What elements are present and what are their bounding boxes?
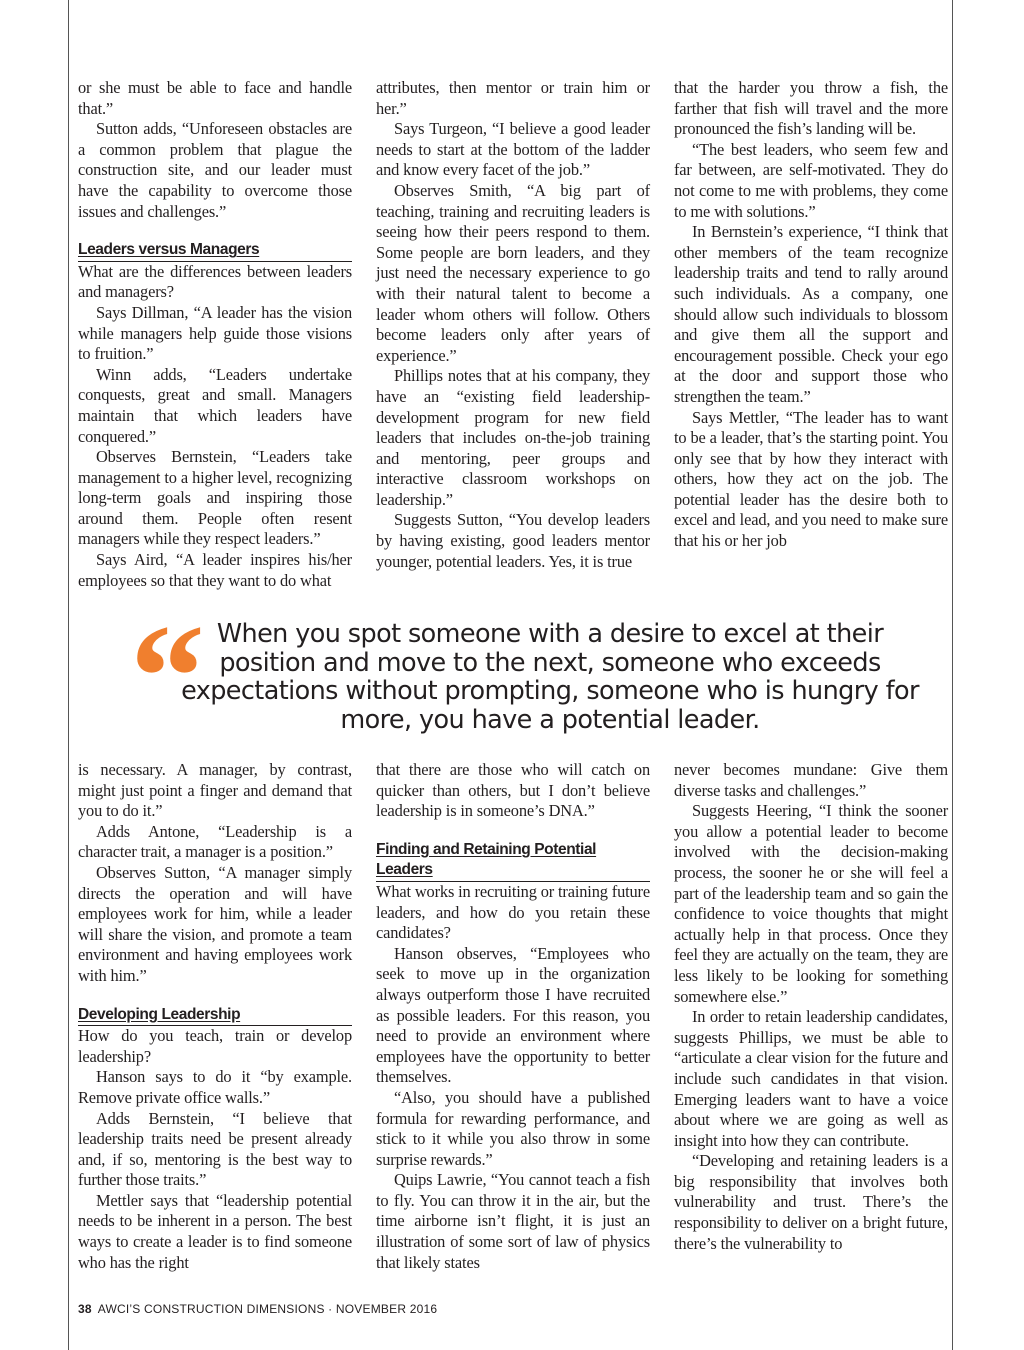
paragraph: or she must be able to face and handle that.”	[78, 78, 352, 118]
paragraph: that there are those who will catch on quicker than others, but I don’t believe leadership is in someone’s DNA.”	[376, 760, 650, 821]
page-number: 38	[78, 1302, 92, 1316]
paragraph: How do you teach, train or develop leadership?	[78, 1026, 352, 1066]
paragraph: “Developing and retaining leaders is a big responsibility that involves both vulnerability and trust. There’s the responsibility to deliver on a bright future, there’s the vulnerability to	[674, 1151, 948, 1253]
text-column-3	[674, 78, 948, 552]
paragraph: “The best leaders, who seem few and far between, are self-motivated. They do not come to me with problems, they come to me with solutions.”	[674, 139, 948, 221]
paragraph: Adds Bernstein, “I believe that leadership traits need be present already and, if so, mentoring is the best way to further those traits.”	[78, 1108, 352, 1190]
paragraph: that the harder you throw a fish, the farther that fish will travel and the more pronounced the fish’s landing will be.	[674, 78, 948, 139]
paragraph: Says Aird, “A leader inspires his/her employees so that they want to do what	[78, 550, 352, 590]
paragraph: Says Dillman, “A leader has the vision while managers help guide those visions to fruition.”	[78, 302, 352, 364]
paragraph: Sutton adds, “Unforeseen obstacles are a common problem that plague the construction site, and our leader must have the capability to overcome those issues and challenges.”	[78, 119, 352, 221]
paragraph: Hanson says to do it “by example. Remove private office walls.”	[78, 1067, 352, 1107]
paragraph: In Bernstein’s experience, “I think that other members of the team recognize leadership traits and tend to rally around such individuals. As a company, one should allow such individuals to blossom and give them all the support and encouragement possible. Check your ego at the door and support those who strengthen the team.”	[674, 222, 948, 406]
paragraph: Observes Bernstein, “Leaders take management to a higher level, recognizing long-term goals and inspiring those around them. People often resent managers while they respect leaders.”	[78, 447, 352, 549]
paragraph: Phillips notes that at his company, they have an “existing field leadership-development program for new field leaders that includes on-the-job training and mentoring, peer groups and interactive classroom workshops on leadership.”	[376, 366, 650, 509]
paragraph: What are the differences between leaders and managers?	[78, 261, 352, 302]
paragraph: In order to retain leadership candidates, suggests Phillips, we must be able to “articulate a clear vision for the future and include such candidates in that vision. Emerging leaders want to have a voice about where we are going as well as insight into how they can contribute.	[674, 1007, 948, 1150]
paragraph: Adds Antone, “Leadership is a character trait, a manager is a position.”	[78, 821, 352, 862]
paragraph: What works in recruiting or training future leaders, and how do you retain these candidates?	[376, 881, 650, 943]
paragraph: Suggests Heering, “I think the sooner you allow a potential leader to become involved with the decision-making process, the sooner he or she will feel a part of the leadership team and so gain the confidence to voice thoughts that might actually help in that process. Once they feel they are actually on the team, they are less likely to be looking for something somewhere else.”	[674, 801, 948, 1006]
footer-publication: AWCI’S CONSTRUCTION DIMENSIONS · NOVEMBER 2016	[97, 1302, 438, 1316]
paragraph: Suggests Sutton, “You develop leaders by having existing, good leaders mentor younger, potential leaders. Yes, it is true	[376, 510, 650, 571]
paragraph: never becomes mundane: Give them diverse tasks and challenges.”	[674, 760, 948, 800]
section-heading: Developing Leadership	[78, 1005, 352, 1027]
pull-quote	[130, 594, 930, 760]
paragraph: Says Turgeon, “I believe a good leader needs to start at the bottom of the ladder and know every facet of the job.”	[376, 119, 650, 180]
quote-mark-icon: “	[130, 594, 205, 760]
text-column-2	[376, 78, 650, 572]
paragraph: Quips Lawrie, “You cannot teach a fish to fly. You can throw it in the air, but the time airborne isn’t flight, it is just an illustration of some sort of law of physics that likely states	[376, 1170, 650, 1272]
paragraph: is necessary. A manager, by contrast, might just point a finger and demand that you to do it.”	[78, 760, 352, 821]
paragraph: Says Mettler, “The leader has to want to be a leader, that’s the starting point. You only see that by how they interact with others, how they act on the job. The potential leader has the desire both to excel and lead, and you need to make sure that his or her job	[674, 407, 948, 551]
section-heading: Leaders versus Managers	[78, 240, 352, 262]
paragraph: “Also, you should have a published formula for rewarding performance, and stick to it while you also throw in some surprise rewards.”	[376, 1087, 650, 1169]
text-column-1	[78, 78, 352, 591]
section-heading: Finding and Retaining Potential Leaders	[376, 840, 650, 882]
paragraph: Observes Sutton, “A manager simply directs the operation and will have employees work for him, while a leader will share the vision, and promote a team environment and having employees work with him.”	[78, 862, 352, 985]
text-column-6	[674, 760, 948, 1254]
paragraph: Winn adds, “Leaders undertake conquests, great and small. Managers maintain that which leaders have conquered.”	[78, 364, 352, 446]
right-margin-rule	[952, 0, 953, 1350]
pull-quote-text: When you spot someone with a desire to excel at their position and move to the next, someone who exceeds expectations without prompting, someone who is hungry for more, you have a potential leader.	[181, 619, 919, 735]
paragraph: Observes Smith, “A big part of teaching, training and recruiting leaders is seeing how their peers respond to them. Some people are born leaders, and they just need the necessary experience to go with their natural talent to become a leader whom others will follow. Others become leaders only after years of experience.”	[376, 180, 650, 365]
paragraph: attributes, then mentor or train him or her.”	[376, 78, 650, 118]
text-column-5	[376, 760, 650, 1273]
paragraph: Mettler says that “leadership potential needs to be inherent in a person. The best ways to create a leader is to find someone who has the right	[78, 1190, 352, 1272]
text-column-4	[78, 760, 352, 1273]
left-margin-rule	[68, 0, 69, 1350]
page-footer	[78, 1302, 437, 1316]
paragraph: Hanson observes, “Employees who seek to move up in the organization always outperform those I have recruited as possible leaders. For this reason, you need to provide an environment where employees have the opportunity to better themselves.	[376, 943, 650, 1087]
